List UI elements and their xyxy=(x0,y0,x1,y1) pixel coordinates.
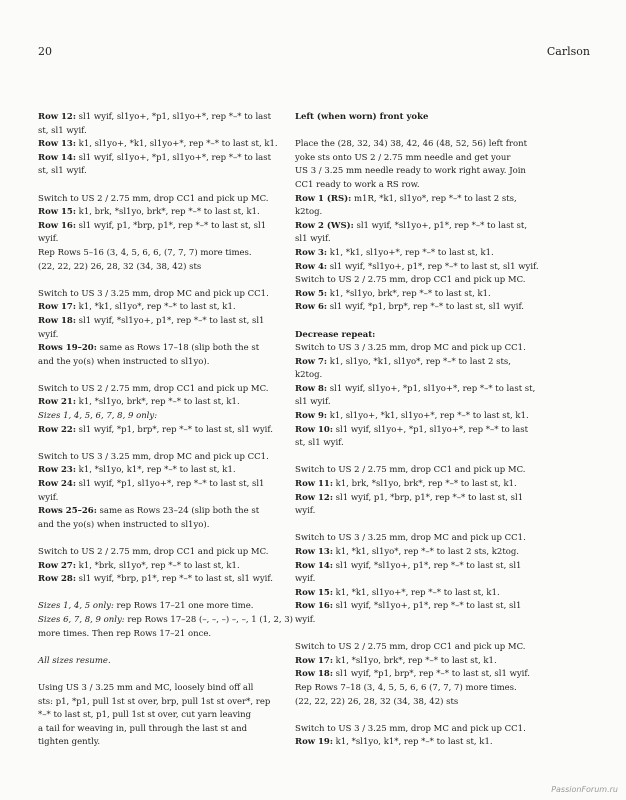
text-run: wyif. xyxy=(295,614,316,625)
text-line xyxy=(38,451,310,465)
text-run: Switch to US 2 / 2.75 mm, drop CC1 and pick up MC. xyxy=(38,383,269,394)
text-line xyxy=(38,560,310,574)
row-label: Row 14: xyxy=(38,152,76,163)
row-label: Decrease repeat: xyxy=(295,329,376,340)
text-line xyxy=(295,329,567,343)
text-line xyxy=(38,655,310,669)
text-run: sl1 wyif, sl1yo+, *p1, sl1yo+*, rep *–* to last xyxy=(75,152,272,163)
text-run: Switch to US 3 / 3.25 mm, drop MC and pick up CC1. xyxy=(295,343,526,354)
text-run: wyif. xyxy=(295,506,316,517)
text-run: k2tog. xyxy=(295,207,323,218)
text-run: sl1 wyif, *p1, brp*, rep *–* to last st, sl1 wyif. xyxy=(332,669,530,680)
instruction-paragraph xyxy=(295,723,567,750)
text-line xyxy=(295,696,567,710)
text-line xyxy=(295,206,567,220)
text-run: yoke sts onto US 2 / 2.75 mm needle and get your xyxy=(295,152,511,163)
text-line xyxy=(38,696,310,710)
text-line xyxy=(295,383,567,397)
text-run: tighten gently. xyxy=(38,737,101,748)
text-line xyxy=(38,464,310,478)
text-run: sl1 wyif, *p1, sl1yo+*, rep *–* to last st, sl1 xyxy=(75,479,265,490)
text-run: *–* to last st, p1, pull 1st st over, cut yarn leaving xyxy=(38,710,252,721)
text-line xyxy=(38,247,310,261)
text-line xyxy=(295,247,567,261)
running-head: Carlson xyxy=(546,45,590,58)
row-label: Row 18: xyxy=(295,669,333,680)
row-label: Row 13: xyxy=(295,547,333,557)
text-run: k1, sl1yo, *k1, sl1yo*, rep *–* to last 2 sts, xyxy=(327,356,511,367)
right-column xyxy=(295,111,567,764)
instruction-paragraph xyxy=(295,532,567,627)
size-note: All sizes resume. xyxy=(38,655,111,666)
text-line xyxy=(295,179,567,193)
text-run: Switch to US 3 / 3.25 mm, drop MC and pick up CC1. xyxy=(295,533,526,544)
text-line xyxy=(38,152,310,166)
text-line xyxy=(295,220,567,234)
page-number: 20 xyxy=(38,45,52,58)
text-line xyxy=(38,492,310,506)
instruction-paragraph xyxy=(38,655,310,669)
instruction-paragraph xyxy=(295,138,567,315)
row-label: Row 17: xyxy=(38,302,76,313)
row-label: Row 1 (RS): xyxy=(295,193,352,204)
watermark: PassionForum.ru xyxy=(551,785,618,794)
text-line xyxy=(38,206,310,220)
text-run: Rep Rows 5–16 (3, 4, 5, 6, 6, (7, 7, 7) more times. xyxy=(38,247,252,258)
text-run: sl1 wyif. xyxy=(295,234,331,245)
text-run: k1, *sl1yo, brk*, rep *–* to last st, k1. xyxy=(332,655,497,666)
text-line xyxy=(295,668,567,682)
instruction-paragraph xyxy=(38,600,310,641)
text-line xyxy=(295,274,567,288)
size-note: Sizes 1, 4, 5, 6, 7, 8, 9 only: xyxy=(38,411,158,422)
text-line xyxy=(295,356,567,370)
text-line xyxy=(295,655,567,669)
text-line xyxy=(38,165,310,179)
row-label: Row 7: xyxy=(295,356,328,367)
text-run: k1, *sl1yo, brk*, rep *–* to last st, k1. xyxy=(327,288,491,299)
text-line xyxy=(295,682,567,696)
text-run: sl1 wyif, *brp, p1*, rep *–* to last st, sl1 wyif. xyxy=(75,574,273,585)
text-line xyxy=(38,138,310,152)
row-label: Row 12: xyxy=(295,492,333,503)
instruction-paragraph xyxy=(38,451,310,533)
text-run: sl1 wyif, p1, *brp, p1*, rep *–* to last st, sl1 xyxy=(75,220,267,231)
instruction-paragraph xyxy=(38,682,310,750)
text-run: Switch to US 2 / 2.75 mm, drop CC1 and pick up MC. xyxy=(295,275,526,286)
text-line xyxy=(38,682,310,696)
text-line xyxy=(295,396,567,410)
text-run: k1, sl1yo+, *k1, sl1yo+*, rep *–* to last st, k1. xyxy=(327,411,529,422)
text-line xyxy=(38,709,310,723)
text-run: Switch to US 2 / 2.75 mm, drop CC1 and pick up MC. xyxy=(295,465,526,476)
row-label: Row 9: xyxy=(295,411,328,422)
text-line xyxy=(38,410,310,424)
text-run: st, sl1 wyif. xyxy=(295,438,344,449)
text-run: wyif. xyxy=(295,574,316,585)
text-run: k1, *k1, sl1yo*, rep *–* to last st, k1. xyxy=(75,302,236,313)
text-line xyxy=(38,396,310,410)
text-run: st, sl1 wyif. xyxy=(38,166,87,177)
text-run: k1, brk, *sl1yo, brk*, rep *–* to last st, k1. xyxy=(332,479,517,490)
row-label: Row 21: xyxy=(38,397,76,408)
text-run: sl1 wyif, *p1, brp*, rep *–* to last st, sl1 wyif. xyxy=(327,302,525,313)
text-run: a tail for weaving in, pull through the last st and xyxy=(38,723,248,734)
instruction-paragraph xyxy=(38,546,310,587)
row-label: Row 19: xyxy=(295,737,333,748)
text-line xyxy=(295,532,567,546)
text-line xyxy=(295,369,567,383)
text-line xyxy=(295,138,567,152)
text-line xyxy=(295,165,567,179)
text-line xyxy=(38,424,310,438)
text-run: m1R, *k1, sl1yo*, rep *–* to last 2 sts, xyxy=(351,193,517,204)
row-label: Row 5: xyxy=(295,288,328,299)
text-run: US 3 / 3.25 mm needle ready to work right away. Join xyxy=(295,166,526,177)
instruction-paragraph xyxy=(38,193,310,275)
text-line xyxy=(295,410,567,424)
text-run: sl1 wyif, *sl1yo+, p1*, rep *–* to last st, sl1 xyxy=(75,315,265,326)
text-line xyxy=(295,233,567,247)
text-run: k1, *k1, sl1yo+*, rep *–* to last st, k1. xyxy=(332,587,500,598)
text-line xyxy=(38,505,310,519)
row-label: Row 8: xyxy=(295,383,328,394)
text-line xyxy=(295,505,567,519)
page-header xyxy=(38,45,590,63)
row-label: Row 12: xyxy=(38,112,76,122)
row-label: Row 17: xyxy=(295,655,333,666)
row-label: Row 15: xyxy=(295,587,333,598)
text-line xyxy=(38,329,310,343)
row-label: Row 11: xyxy=(295,479,333,490)
text-run: Switch to US 2 / 2.75 mm, drop CC1 and pick up MC. xyxy=(38,193,269,204)
text-line xyxy=(295,600,567,614)
text-line xyxy=(295,478,567,492)
text-run: Switch to US 3 / 3.25 mm, drop MC and pick up CC1. xyxy=(295,723,526,734)
text-run: and the yo(s) when instructed to sl1yo). xyxy=(38,356,210,367)
text-run: k1, *k1, sl1yo*, rep *–* to last 2 sts, k2tog. xyxy=(332,547,520,557)
instruction-paragraph xyxy=(38,111,310,179)
text-run: Switch to US 3 / 3.25 mm, drop MC and pick up CC1. xyxy=(38,288,269,299)
row-label: Row 22: xyxy=(38,424,76,435)
text-run: k1, brk, *sl1yo, brk*, rep *–* to last st, k1. xyxy=(75,207,260,218)
row-label: Row 24: xyxy=(38,479,76,490)
text-run: sl1 wyif. xyxy=(295,397,331,408)
text-line xyxy=(295,437,567,451)
text-run: sl1 wyif, *sl1yo+, p1*, rep *–* to last st, xyxy=(353,220,528,231)
text-run: k1, *k1, sl1yo+*, rep *–* to last st, k1. xyxy=(327,247,494,258)
instruction-paragraph xyxy=(38,383,310,437)
text-line xyxy=(38,193,310,207)
text-run: same as Rows 23–24 (slip both the st xyxy=(96,506,260,517)
text-run: k1, sl1yo+, *k1, sl1yo+*, rep *–* to last st, k1. xyxy=(75,139,278,150)
text-run: sl1 wyif, p1, *brp, p1*, rep *–* to last st, sl1 xyxy=(332,492,524,503)
row-label: Row 10: xyxy=(295,424,333,435)
text-line xyxy=(38,342,310,356)
text-line xyxy=(38,614,310,628)
text-run: sl1 wyif, sl1yo+, *p1, sl1yo+*, rep *–* to last st, xyxy=(327,383,536,394)
instruction-paragraph xyxy=(295,641,567,709)
text-line xyxy=(295,641,567,655)
row-label: Row 2 (WS): xyxy=(295,220,354,231)
text-line xyxy=(38,723,310,737)
text-run: rep Rows 17–21 one more time. xyxy=(113,601,254,612)
text-line xyxy=(295,560,567,574)
instruction-paragraph xyxy=(38,288,310,370)
text-run: sl1 wyif, sl1yo+, *p1, sl1yo+*, rep *–* to last xyxy=(332,424,529,435)
text-line xyxy=(295,301,567,315)
text-line xyxy=(295,492,567,506)
row-label: Row 15: xyxy=(38,207,76,218)
text-run: sl1 wyif, sl1yo+, *p1, sl1yo+*, rep *–* to last xyxy=(75,112,272,122)
size-note: Sizes 6, 7, 8, 9 only: xyxy=(38,614,125,625)
row-label: Row 6: xyxy=(295,302,328,313)
row-label: Row 16: xyxy=(295,601,333,612)
row-label: Rows 19–20: xyxy=(38,343,97,354)
row-label: Row 13: xyxy=(38,139,76,150)
row-label: Row 14: xyxy=(295,560,333,571)
text-line xyxy=(38,519,310,533)
text-run: (22, 22, 22) 26, 28, 32 (34, 38, 42) sts xyxy=(38,261,202,272)
text-line xyxy=(38,573,310,587)
row-label: Row 16: xyxy=(38,220,76,231)
text-run: sts: p1, *p1, pull 1st st over, brp, pull 1st st over*, rep xyxy=(38,696,271,707)
row-label: Rows 25–26: xyxy=(38,506,97,517)
text-line xyxy=(38,233,310,247)
text-line xyxy=(38,315,310,329)
text-line xyxy=(295,152,567,166)
section-heading: Left (when worn) front yoke xyxy=(295,112,429,122)
text-line xyxy=(295,614,567,628)
text-line xyxy=(38,125,310,139)
text-line xyxy=(295,464,567,478)
text-run: Switch to US 3 / 3.25 mm, drop MC and pick up CC1. xyxy=(38,451,269,462)
row-label: Row 18: xyxy=(38,315,76,326)
text-line xyxy=(295,424,567,438)
text-line xyxy=(295,546,567,560)
text-line xyxy=(295,261,567,275)
text-run: st, sl1 wyif. xyxy=(38,125,87,136)
text-run: Switch to US 2 / 2.75 mm, drop CC1 and pick up MC. xyxy=(295,642,526,653)
text-line xyxy=(38,628,310,642)
size-note: Sizes 1, 4, 5 only: xyxy=(38,601,114,612)
row-label: Row 27: xyxy=(38,560,76,571)
text-line xyxy=(295,587,567,601)
text-run: k1, *sl1yo, brk*, rep *–* to last st, k1. xyxy=(75,397,240,408)
text-line xyxy=(38,220,310,234)
text-line xyxy=(38,261,310,275)
text-line xyxy=(38,478,310,492)
row-label: Row 3: xyxy=(295,247,328,258)
text-run: k1, *brk, sl1yo*, rep *–* to last st, k1. xyxy=(75,560,240,571)
text-line xyxy=(295,288,567,302)
instruction-paragraph xyxy=(295,464,567,518)
text-line xyxy=(38,356,310,370)
text-run: Using US 3 / 3.25 mm and MC, loosely bind off all xyxy=(38,682,254,693)
instruction-paragraph xyxy=(295,329,567,451)
text-line xyxy=(38,111,310,125)
text-line xyxy=(38,546,310,560)
text-line xyxy=(295,193,567,207)
text-run: sl1 wyif, *sl1yo+, p1*, rep *–* to last st, sl1 xyxy=(332,560,522,571)
text-run: wyif. xyxy=(38,329,59,340)
text-run: more times. Then rep Rows 17–21 once. xyxy=(38,628,212,639)
text-run: and the yo(s) when instructed to sl1yo). xyxy=(38,519,210,530)
text-run: sl1 wyif, *sl1yo+, p1*, rep *–* to last st, sl1 wyif. xyxy=(327,261,539,272)
text-run: wyif. xyxy=(38,234,59,245)
row-label: Row 28: xyxy=(38,574,76,585)
text-run: same as Rows 17–18 (slip both the st xyxy=(96,343,260,354)
text-run: rep Rows 17–28 (–, –, –) –, –, 1 (1, 2, 3) xyxy=(124,614,293,625)
text-run: (22, 22, 22) 26, 28, 32 (34, 38, 42) sts xyxy=(295,696,459,707)
text-line xyxy=(38,600,310,614)
left-column xyxy=(38,111,310,764)
text-line xyxy=(38,383,310,397)
text-line xyxy=(38,736,310,750)
text-line xyxy=(295,736,567,750)
text-run: wyif. xyxy=(38,492,59,503)
text-line xyxy=(38,301,310,315)
text-run: Place the (28, 32, 34) 38, 42, 46 (48, 52, 56) left front xyxy=(295,139,527,150)
row-label: Row 23: xyxy=(38,465,76,476)
text-line xyxy=(295,723,567,737)
text-run: sl1 wyif, *sl1yo+, p1*, rep *–* to last st, sl1 xyxy=(332,601,522,612)
text-run: k1, *sl1yo, k1*, rep *–* to last st, k1. xyxy=(75,465,236,476)
text-line xyxy=(38,288,310,302)
text-run: Rep Rows 7–18 (3, 4, 5, 5, 6, 6 (7, 7, 7) more times. xyxy=(295,682,517,693)
text-line xyxy=(295,573,567,587)
text-run: Switch to US 2 / 2.75 mm, drop CC1 and pick up MC. xyxy=(38,547,269,557)
text-run: sl1 wyif, *p1, brp*, rep *–* to last st, sl1 wyif. xyxy=(75,424,273,435)
text-run: CC1 ready to work a RS row. xyxy=(295,179,420,190)
text-run: k1, *sl1yo, k1*, rep *–* to last st, k1. xyxy=(332,737,493,748)
text-line xyxy=(295,342,567,356)
text-run: k2tog. xyxy=(295,370,323,381)
row-label: Row 4: xyxy=(295,261,328,272)
